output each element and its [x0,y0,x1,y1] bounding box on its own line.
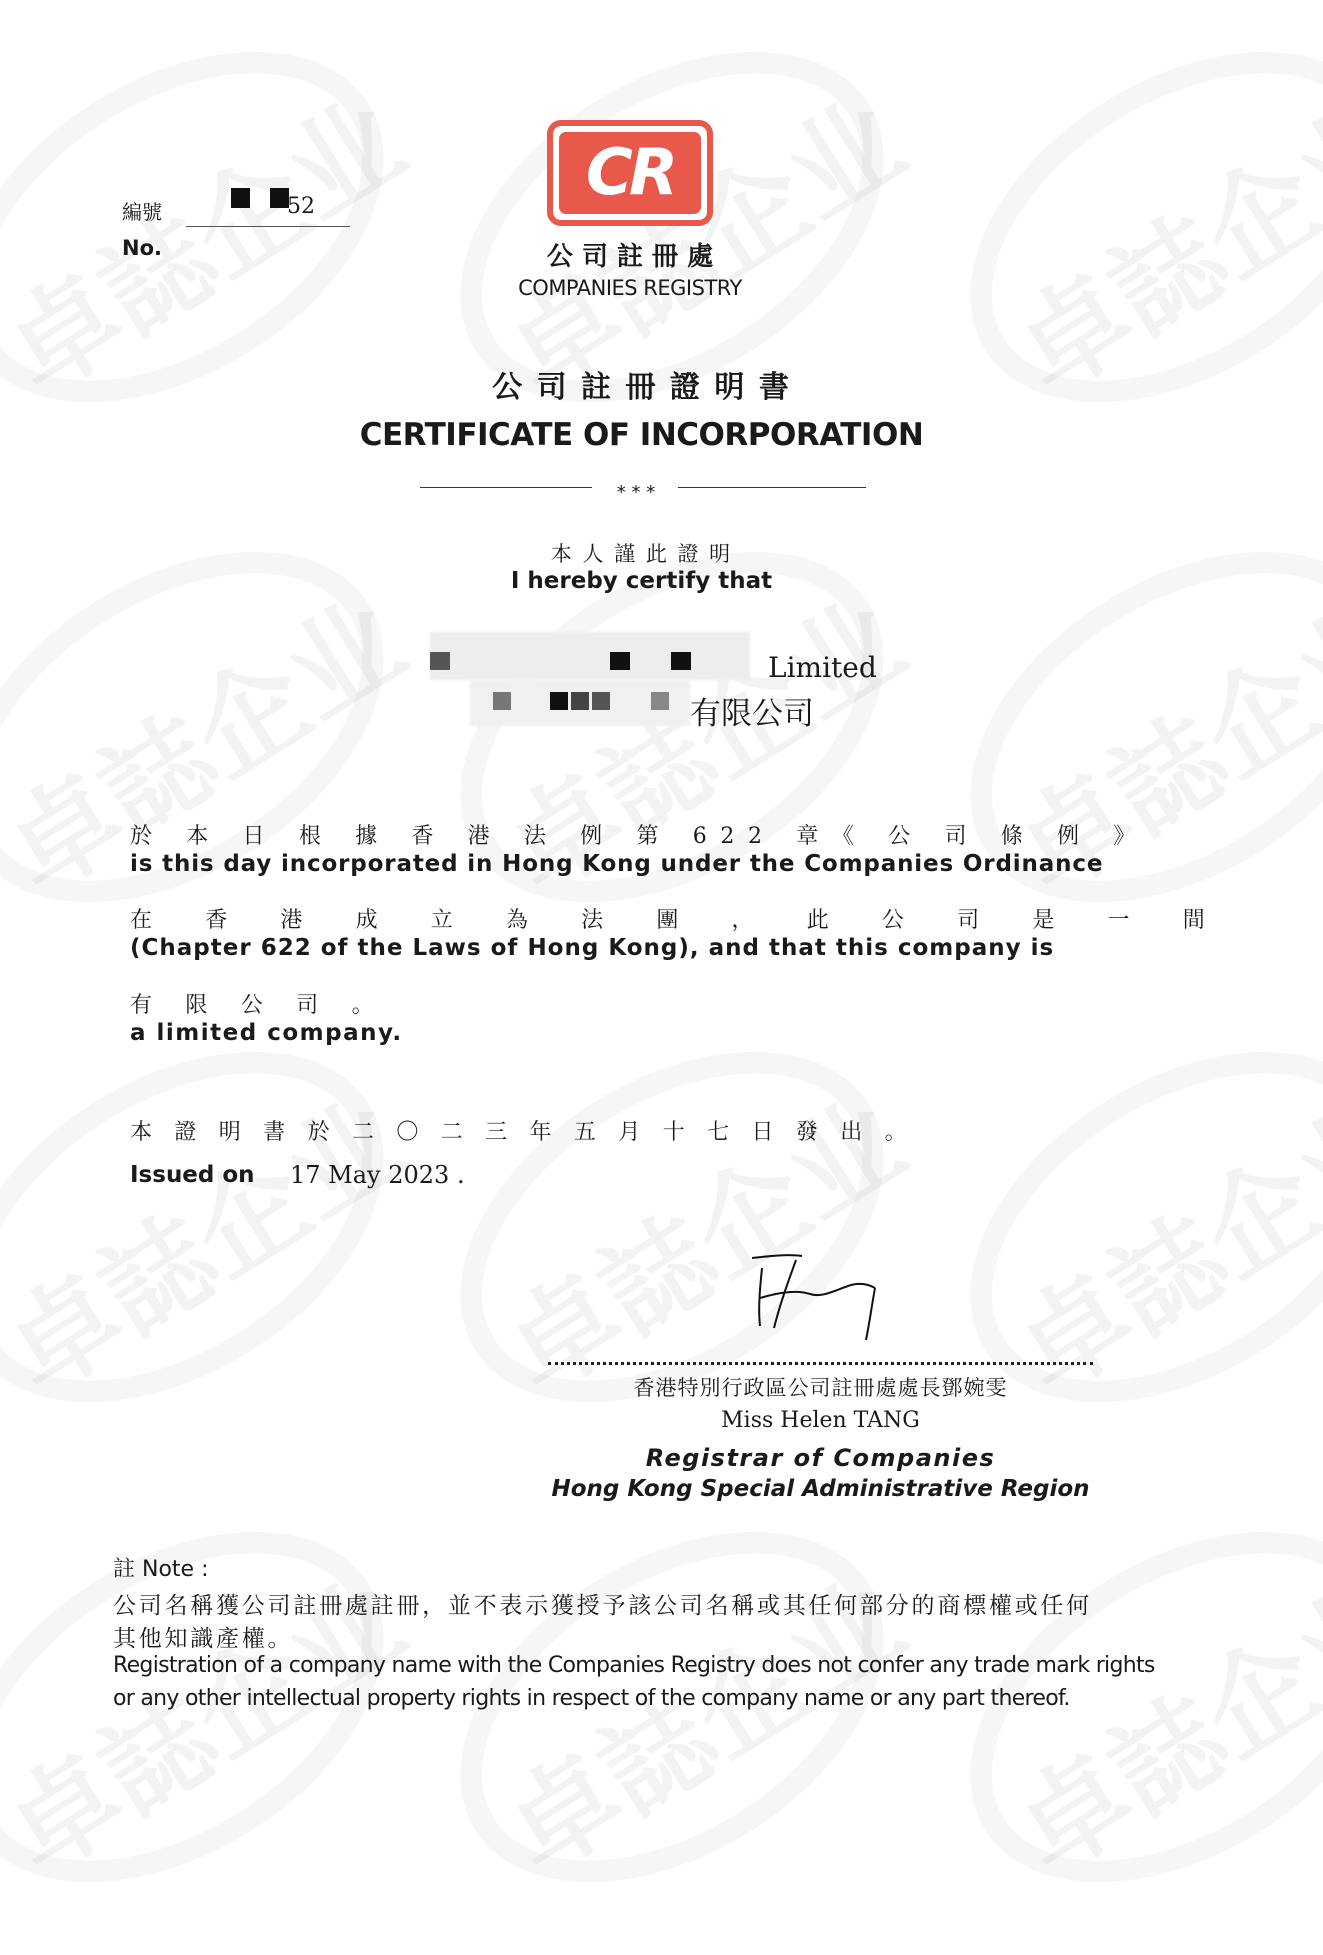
watermark-text [472,1055,929,1422]
body-line2-en: (Chapter 622 of the Laws of Hong Kong), and that this company is [130,935,1055,961]
redaction-block [651,692,669,710]
body-line1-cn: 於 本 日 根 據 香 港 法 例 第 622 章《 公 司 條 例 》 [130,824,1149,849]
redaction-block [430,652,450,670]
body-line3-en: a limited company. [130,1020,403,1046]
number-underline [186,226,350,227]
redaction-block [671,652,691,670]
redaction-block [493,692,511,710]
issued-cn: 本 證 明 書 於 二 〇 二 三 年 五 月 十 七 日 發 出 。 [130,1120,915,1145]
company-name-en: Limited [768,651,877,684]
signatory-title-1: Registrar of Companies [645,1444,996,1472]
number-value: 52 [287,194,315,219]
certify-en: I hereby certify that [510,568,773,594]
title-cn: 公 司 註 冊 證 明 書 [492,370,791,405]
number-label-en: No. [122,236,162,260]
redaction-block [550,692,568,710]
signatory-name-cn: 香港特別行政區公司註冊處處長鄧婉雯 [633,1376,1008,1400]
company-name-cn: 有限公司 [690,696,814,732]
divider-right [678,487,866,488]
watermark-text [982,1055,1323,1422]
number-redaction [231,188,250,208]
divider-stars: * * * [616,482,656,503]
registrar-signature [740,1248,890,1348]
note-label: 註 Note : [113,1557,209,1582]
signatory-title-2: Hong Kong Special Administrative Region [551,1476,1090,1502]
watermark-text [0,1055,428,1422]
title-en: CERTIFICATE OF INCORPORATION [359,417,924,453]
note-cn-line2: 其他知識產權。 [113,1626,294,1652]
number-label-cn: 編號 [122,200,162,224]
issued-date-en: 17 May 2023 . [290,1161,465,1189]
signatory-name-en: Miss Helen TANG [721,1408,920,1433]
body-line3-cn: 有 限 公 司 。 [130,993,387,1018]
body-line1-en: is this day incorporated in Hong Kong under the Companies Ordinance [130,851,1104,877]
redaction-block [571,692,589,710]
logo-text: CR [585,136,675,210]
redaction-block [592,692,610,710]
redaction-block [610,652,630,670]
note-en-line2: or any other intellectual property rights in respect of the company name or any part thereof. [113,1686,1070,1711]
certify-cn: 本 人 謹 此 證 明 [550,542,733,566]
redaction-blur [430,632,750,680]
registry-name-cn: 公 司 註 冊 處 [546,242,714,272]
divider-left [420,487,592,488]
issued-label-en: Issued on [130,1162,255,1188]
companies-registry-logo [547,120,713,226]
body-line2-cn: 在 香 港 成 立 為 法 團 ， 此 公 司 是 一 間 [130,908,1228,933]
registry-name-en: COMPANIES REGISTRY [518,276,742,300]
note-cn-line1: 公司名稱獲公司註冊處註冊，並不表示獲授予該公司名稱或其任何部分的商標權或任何 [113,1593,1092,1619]
signature-dotted-line [548,1362,1093,1365]
note-en-line1: Registration of a company name with the Companies Registry does not confer any trade mark rights [113,1653,1155,1678]
